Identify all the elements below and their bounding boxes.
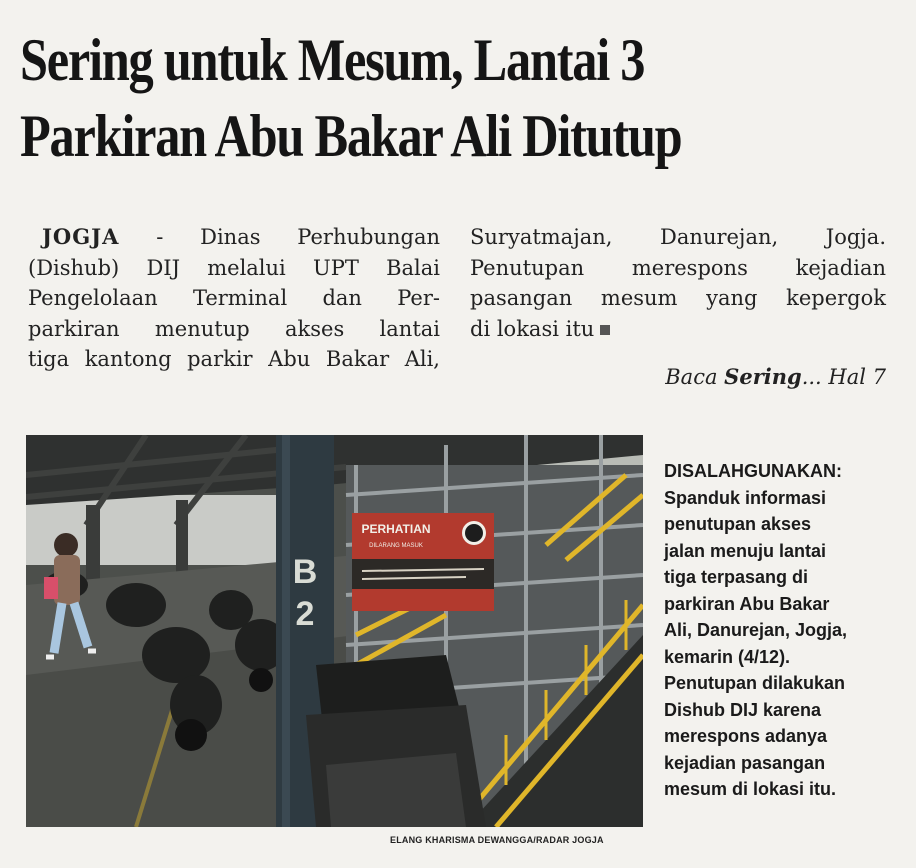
pillar-label-top: B: [292, 553, 318, 591]
headline: [20, 22, 910, 174]
caption-line-5: tiga terpasang di: [664, 567, 809, 587]
caption-line-12: kejadian pasangan: [664, 752, 826, 773]
jump-line: [470, 364, 886, 389]
body-line-1-text: Dinas Perhubungan: [200, 225, 440, 249]
caption-line-11: merespons adanya: [664, 726, 828, 746]
caption-line-4: jalan menuju lantai: [664, 540, 827, 561]
jump-suffix: ... Hal 7: [801, 365, 886, 389]
banner-subtitle: DILARANG MASUK: [369, 543, 423, 549]
caption-line-9: Penutupan dilakukan: [664, 673, 846, 693]
caption-line-1: DISALAHGUNAKAN:: [664, 461, 842, 481]
caption-line-13: mesum di lokasi itu.: [664, 779, 837, 799]
parking-scene-illustration: [26, 435, 643, 827]
headline-line-2: Parkiran Abu Bakar Ali Ditutup: [20, 103, 682, 169]
caption-line-3: penutupan akses: [664, 514, 812, 534]
body-line-1: [28, 222, 440, 253]
body-line-7: Penutupan merespons kejadian: [470, 255, 886, 280]
caption-line-8: kemarin (4/12).: [664, 646, 791, 667]
pillar-label-bottom: 2: [295, 595, 315, 633]
photo-credit: ELANG KHARISMA DEWANGGA/RADAR JOGJA: [390, 835, 604, 845]
jump-prefix: Baca: [665, 365, 725, 389]
caption-line-10: Dishub DIJ karena: [664, 699, 822, 720]
body-line-6: Suryatmajan, Danurejan, Jogja.: [470, 225, 886, 249]
body-line-4: parkiran menutup akses lantai: [28, 316, 440, 341]
body-line-5: tiga kantong parkir Abu Bakar Ali,: [28, 347, 440, 371]
headline-line-1: Sering untuk Mesum, Lantai 3: [20, 27, 645, 93]
caption-line-7: Ali, Danurejan, Jogja,: [664, 620, 848, 640]
body-line-3: Pengelolaan Terminal dan Per-: [28, 286, 440, 310]
photo-caption: [664, 458, 904, 803]
caption-line-6: parkiran Abu Bakar: [664, 593, 830, 614]
body-line-9-text: di lokasi itu: [470, 316, 595, 341]
dateline: JOGJA: [42, 224, 120, 249]
caption-line-2: Spanduk informasi: [664, 487, 827, 508]
body-line-2: (Dishub) DIJ melalui UPT Balai: [28, 255, 440, 280]
banner-title: PERHATIAN: [361, 522, 431, 536]
body-line-8: pasangan mesum yang kepergok: [470, 286, 886, 310]
body-line-9: [470, 314, 886, 345]
news-photo: [26, 435, 643, 827]
body-column-left: [28, 222, 440, 375]
end-mark-icon: [600, 325, 610, 335]
jump-keyword: Sering: [724, 364, 802, 389]
dateline-separator: -: [119, 225, 201, 249]
body-column-right: [470, 222, 886, 344]
